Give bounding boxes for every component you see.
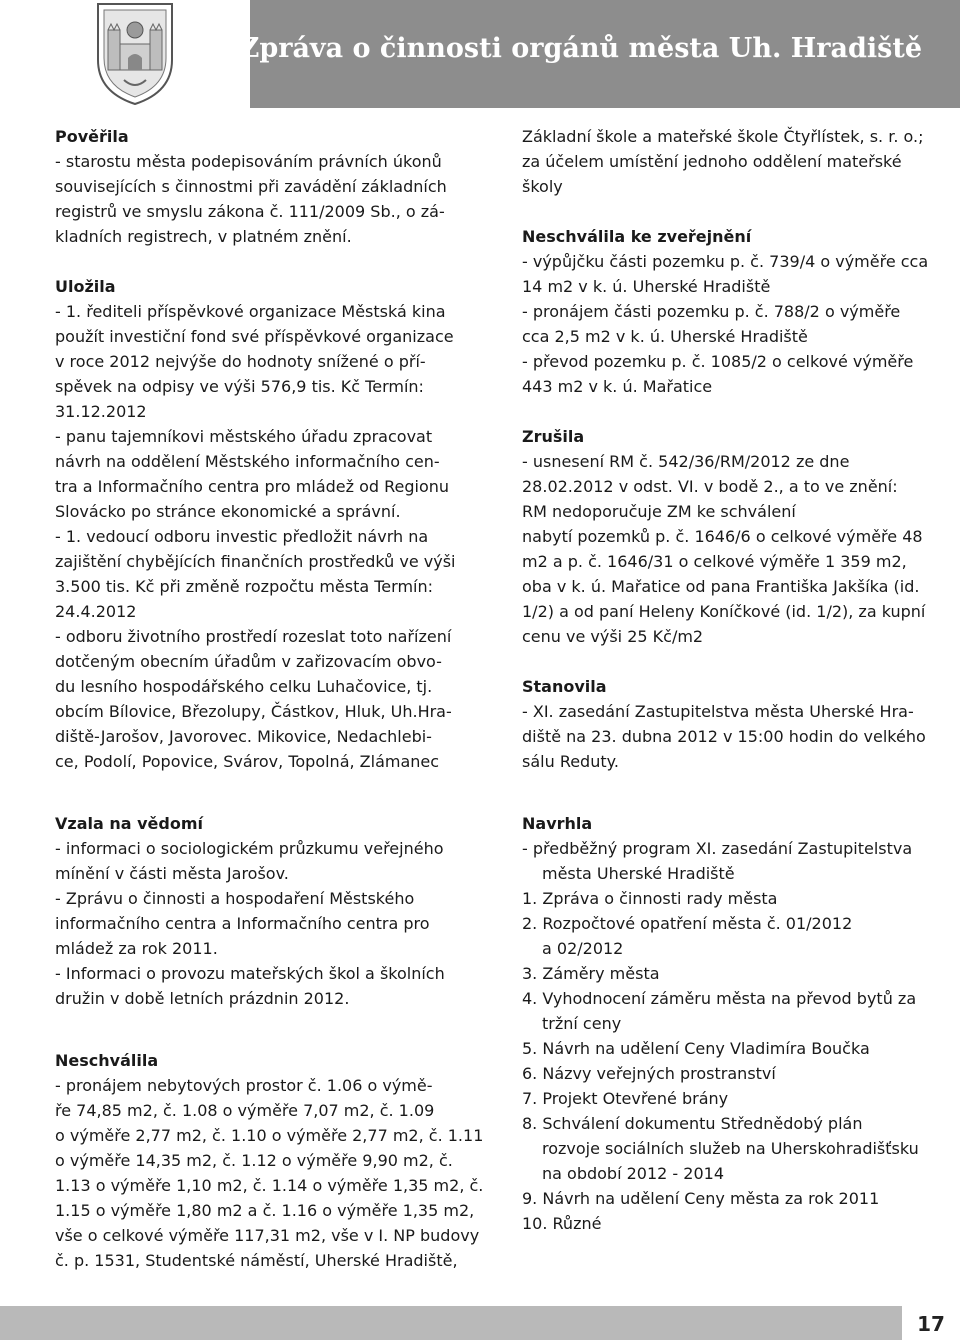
text-line: souvisejících s činnostmi při zavádění základních (55, 177, 447, 196)
section-title-ulozila: Uložila (55, 277, 116, 296)
text-line: Základní škole a mateřské škole Čtyřlístek, s. r. o.; (522, 127, 924, 146)
text-line: školy (522, 177, 563, 196)
text-line: - XI. zasedání Zastupitelstva města Uherské Hra- (522, 702, 914, 721)
agenda-item-cont: na období 2012 - 2014 (542, 1164, 724, 1183)
text-line: du lesního hospodářského celku Luhačovice, tj. (55, 677, 433, 696)
text-line: zajištění chybějících finančních prostředků ve výši (55, 552, 456, 571)
footer-band (0, 1306, 902, 1340)
section-text-ulozila (55, 299, 492, 774)
text-line: obcím Bílovice, Březolupy, Částkov, Hluk, Uh.Hra- (55, 702, 452, 721)
text-line: - pronájem části pozemku p. č. 788/2 o výměře (522, 302, 901, 321)
agenda-intro: - předběžný program XI. zasedání Zastupitelstva (522, 839, 913, 858)
text-line: registrů ve smyslu zákona č. 111/2009 Sb., o zá- (55, 202, 445, 221)
text-line: nabytí pozemků p. č. 1646/6 o celkové výměře 48 (522, 527, 923, 546)
text-line: diště-Jarošov, Javorovec. Mikovice, Nedachlebi- (55, 727, 432, 746)
text-line: Slovácko po stránce ekonomické a správní. (55, 502, 401, 521)
text-line: - panu tajemníkovi městského úřadu zpracovat (55, 427, 433, 446)
text-line: 31.12.2012 (55, 402, 147, 421)
section-title-zrusila: Zrušila (522, 427, 585, 446)
text-line: 28.02.2012 v odst. VI. v bodě 2., a to ve znění: (522, 477, 898, 496)
agenda-intro-cont: města Uherské Hradiště (542, 864, 735, 883)
text-line: - pronájem nebytových prostor č. 1.06 o výmě- (55, 1076, 433, 1095)
text-line: 24.4.2012 (55, 602, 137, 621)
left-column (55, 124, 492, 1273)
section-text-zrusila (522, 449, 958, 649)
text-line: 3.500 tis. Kč při změně rozpočtu města Termín: (55, 577, 433, 596)
section-title-vzala: Vzala na vědomí (55, 814, 203, 833)
agenda-item: 3. Záměry města (522, 964, 660, 983)
text-line: za účelem umístění jednoho oddělení mateřské (522, 152, 902, 171)
section-text-navrhla (522, 836, 958, 1236)
agenda-item: 2. Rozpočtové opatření města č. 01/2012 (522, 914, 853, 933)
section-text-neschvalila (55, 1073, 492, 1273)
agenda-item: 4. Vyhodnocení záměru města na převod bytů za (522, 989, 917, 1008)
text-line: 443 m2 v k. ú. Mařatice (522, 377, 713, 396)
section-title-poverila: Pověřila (55, 127, 129, 146)
agenda-item-cont: tržní ceny (542, 1014, 622, 1033)
agenda-item: 9. Návrh na udělení Ceny města za rok 2011 (522, 1189, 880, 1208)
text-line: č. p. 1531, Studentské náměstí, Uherské Hradiště, (55, 1251, 458, 1270)
text-line: 1.15 o výměře 1,80 m2 a č. 1.16 o výměře 1,35 m2, (55, 1201, 475, 1220)
text-line: vše o celkové výměře 117,31 m2, vše v I. NP budovy (55, 1226, 480, 1245)
text-line: mládež za rok 2011. (55, 939, 218, 958)
text-line: RM nedoporučuje ZM ke schválení (522, 502, 796, 521)
text-line: o výměře 2,77 m2, č. 1.10 o výměře 2,77 m2, č. 1.11 (55, 1126, 484, 1145)
section-text-stanovila (522, 699, 958, 774)
agenda-item: 10. Různé (522, 1214, 602, 1233)
section-title-navrhla: Navrhla (522, 814, 593, 833)
agenda-item: 1. Zpráva o činnosti rady města (522, 889, 778, 908)
text-line: - převod pozemku p. č. 1085/2 o celkové výměře (522, 352, 914, 371)
text-line: - odboru životního prostředí rozeslat toto nařízení (55, 627, 452, 646)
text-line: - výpůjčku části pozemku p. č. 739/4 o výměře cca (522, 252, 929, 271)
text-line: - informaci o sociologickém průzkumu veřejného (55, 839, 444, 858)
text-line: 14 m2 v k. ú. Uherské Hradiště (522, 277, 771, 296)
text-line: 1.13 o výměře 1,10 m2, č. 1.14 o výměře 1,35 m2, č. (55, 1176, 484, 1195)
page-title: Zpráva o činnosti orgánů města Uh. Hradiště (239, 33, 922, 64)
text-line: dotčeným obecním úřadům v zařizovacím obvo- (55, 652, 442, 671)
text-line: tra a Informačního centra pro mládež od Regionu (55, 477, 450, 496)
text-line: 1/2) a od paní Heleny Koníčkové (id. 1/2), za kupní (522, 602, 926, 621)
agenda-item-cont: rozvoje sociálních služeb na Uherskohradišťsku (542, 1139, 919, 1158)
text-line: - usnesení RM č. 542/36/RM/2012 ze dne (522, 452, 850, 471)
section-text-neschvalila-zverejneni (522, 249, 958, 399)
text-line: mínění v části města Jarošov. (55, 864, 289, 883)
section-text-poverila (55, 149, 492, 249)
text-line: cenu ve výši 25 Kč/m2 (522, 627, 704, 646)
text-line: m2 a p. č. 1646/31 o celkové výměře 1 359 m2, (522, 552, 907, 571)
text-line: oba v k. ú. Mařatice od pana Františka Jakšíka (id. (522, 577, 920, 596)
agenda-item: 5. Návrh na udělení Ceny Vladimíra Boučka (522, 1039, 870, 1058)
page-number: 17 (902, 1306, 960, 1340)
right-column (522, 124, 958, 1236)
section-text-vzala (55, 836, 492, 1011)
city-crest-icon (94, 0, 176, 108)
text-line: - 1. vedoucí odboru investic předložit návrh na (55, 527, 429, 546)
text-line: - Zprávu o činnosti a hospodaření Městského (55, 889, 415, 908)
continuation-text (522, 124, 958, 199)
text-line: cca 2,5 m2 v k. ú. Uherské Hradiště (522, 327, 808, 346)
section-title-neschvalila: Neschválila (55, 1051, 159, 1070)
text-line: návrh na oddělení Městského informačního cen- (55, 452, 440, 471)
agenda-item: 8. Schválení dokumentu Střednědobý plán (522, 1114, 863, 1133)
text-line: kladních registrech, v platném znění. (55, 227, 352, 246)
agenda-item-cont: a 02/2012 (542, 939, 624, 958)
text-line: diště na 23. dubna 2012 v 15:00 hodin do velkého (522, 727, 926, 746)
text-line: družin v době letních prázdnin 2012. (55, 989, 350, 1008)
text-line: ře 74,85 m2, č. 1.08 o výměře 7,07 m2, č. 1.09 (55, 1101, 435, 1120)
text-line: - starostu města podepisováním právních úkonů (55, 152, 442, 171)
text-line: - Informaci o provozu mateřských škol a školních (55, 964, 445, 983)
agenda-item: 7. Projekt Otevřené brány (522, 1089, 729, 1108)
text-line: o výměře 14,35 m2, č. 1.12 o výměře 9,90 m2, č. (55, 1151, 453, 1170)
text-line: ce, Podolí, Popovice, Svárov, Topolná, Zlámanec (55, 752, 440, 771)
text-line: spěvek na odpisy ve výši 576,9 tis. Kč Termín: (55, 377, 424, 396)
text-line: použít investiční fond své příspěvkové organizace (55, 327, 454, 346)
text-line: informačního centra a Informačního centra pro (55, 914, 430, 933)
text-line: sálu Reduty. (522, 752, 619, 771)
agenda-item: 6. Názvy veřejných prostranství (522, 1064, 776, 1083)
header-logo-area (0, 0, 250, 108)
text-line: - 1. řediteli příspěvkové organizace Městská kina (55, 302, 446, 321)
text-line: v roce 2012 nejvýše do hodnoty snížené o pří- (55, 352, 426, 371)
section-title-neschvalila-zverejneni: Neschválila ke zveřejnění (522, 227, 752, 246)
section-title-stanovila: Stanovila (522, 677, 607, 696)
